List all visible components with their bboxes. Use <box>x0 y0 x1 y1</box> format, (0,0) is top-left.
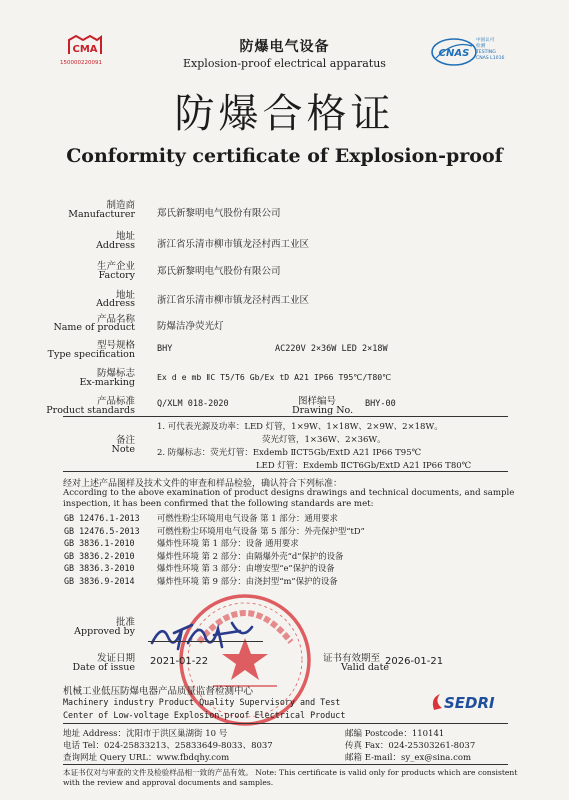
address2-value: 浙江省乐清市柳市镇龙泾村西工业区 <box>157 295 310 306</box>
drawing-label-en: Drawing No. <box>292 405 354 416</box>
exmark-label-cn: 防爆标志 <box>96 368 135 379</box>
cnas-side-4: CNAS L1016 <box>476 56 505 61</box>
standard-code: GB 3836.3-2010 <box>64 563 135 573</box>
standard-row <box>64 550 343 562</box>
standard-code: GB 12476.1-2013 <box>64 513 140 523</box>
standard-code: GB 12476.5-2013 <box>64 526 140 536</box>
type-label-en: Type specification <box>47 349 135 360</box>
svg-text:SEDRI: SEDRI <box>444 694 495 712</box>
standard-desc: 爆炸性环境 第 2 部分：由隔爆外壳“d”保护的设备 <box>157 551 344 561</box>
signature-line <box>148 641 263 642</box>
standard-row <box>64 525 365 537</box>
standard-code: GB 3836.2-2010 <box>64 551 135 561</box>
standard-row <box>64 512 338 524</box>
contact-divider <box>63 723 508 724</box>
standard-row <box>64 575 338 587</box>
standard-desc: 可燃性粉尘环境用电气设备 第 1 部分：通用要求 <box>157 513 338 523</box>
header-title-en: Explosion-proof electrical apparatus <box>183 57 386 70</box>
contact-email: 邮箱 E-mail：sy_ex@sina.com <box>345 753 472 763</box>
standards-label-cn: 产品标准 <box>96 396 135 407</box>
standard-code: GB 3836.1-2010 <box>64 538 135 548</box>
exmark-label-en: Ex-marking <box>79 377 135 388</box>
approver-signature <box>148 615 258 655</box>
footer-note-en-1: Note: This certificate is valid only for products which are consistent <box>255 768 518 777</box>
address1-value: 浙江省乐清市柳市镇龙泾村西工业区 <box>157 239 310 250</box>
divider-bottom <box>63 471 508 472</box>
contact-phone: 电话 Tel：024-25833213、25833649-8033、8037 <box>63 741 273 751</box>
standard-desc: 爆炸性环境 第 3 部分：由增安型“e”保护的设备 <box>157 563 335 573</box>
org-name-en-2: Center of Low-voltage Explosion-proof Electrical Product <box>63 710 346 720</box>
svg-text:CMA: CMA <box>72 44 98 55</box>
header-title-cn: 防爆电气设备 <box>239 39 330 55</box>
statement-en-2: inspection, it has been confirmed that the following standards are met: <box>63 499 374 509</box>
address1-label-en: Address <box>96 240 135 251</box>
cnas-logo-icon <box>430 36 478 68</box>
valid-date-value: 2026-01-21 <box>385 656 444 667</box>
standard-desc: 可燃性粉尘环境用电气设备 第 5 部分：外壳保护型“tD” <box>157 526 365 536</box>
standards-value: Q/XLM 018-2020 <box>157 399 229 409</box>
product-value: 防爆洁净荧光灯 <box>157 321 224 332</box>
svg-text:CNAS: CNAS <box>438 48 470 59</box>
note-line-2: 荧光灯管，1×36W、2×36W。 <box>262 435 386 445</box>
cnas-side-2: 检测 <box>476 44 486 49</box>
product-label-en: Name of product <box>53 322 135 333</box>
cnas-side-3: TESTING <box>476 50 496 55</box>
sedri-logo <box>430 688 500 714</box>
contact-fax: 传真 Fax：024-25303261-8037 <box>345 741 476 751</box>
sedri-logo-icon <box>430 688 500 714</box>
statement-en-1: According to the above examination of product designs drawings and technical documents, and sample <box>63 488 515 498</box>
factory-value: 郑氏新黎明电气股份有限公司 <box>157 266 281 277</box>
manufacturer-label-en: Manufacturer <box>68 209 135 220</box>
type-value-spec: AC220V 2×36W LED 2×18W <box>275 344 388 354</box>
cnas-side-1: 中国认可 <box>476 38 495 43</box>
note-label-cn: 备注 <box>115 435 135 446</box>
note-line-1: 1. 可代表光源及功率：LED 灯管，1×9W、1×18W、2×9W、2×18W。 <box>157 422 443 432</box>
cnas-logo <box>430 36 520 68</box>
divider-top <box>63 416 508 417</box>
note-label-en: Note <box>111 444 135 455</box>
address2-label-en: Address <box>96 298 135 309</box>
manufacturer-label-cn: 制造商 <box>106 200 135 211</box>
issue-date-value: 2021-01-22 <box>150 656 209 667</box>
standard-row <box>64 562 335 574</box>
issue-label-cn: 发证日期 <box>96 653 135 664</box>
manufacturer-value: 郑氏新黎明电气股份有限公司 <box>157 208 281 219</box>
approved-label-cn: 批准 <box>115 617 135 628</box>
cma-number: 150000220091 <box>60 60 102 66</box>
org-name-cn: 机械工业低压防爆电器产品质量监督检测中心 <box>63 686 254 697</box>
contact-query-url: 查询网址 Query URL：www.fbdqhy.com <box>63 753 230 763</box>
footer-divider <box>63 764 508 765</box>
valid-label-en: Valid date <box>341 662 390 673</box>
standard-desc: 爆炸性环境 第 1 部分：设备 通用要求 <box>157 538 299 548</box>
drawing-value: BHY-00 <box>365 399 396 409</box>
address1-label-cn: 地址 <box>115 231 135 242</box>
type-label-cn: 型号规格 <box>96 340 135 351</box>
issue-label-en: Date of issue <box>72 662 135 673</box>
statement-cn: 经对上述产品图样及技术文件的审查和样品检验，确认符合下列标准： <box>63 479 343 489</box>
note-line-4: LED 灯管：Exdemb ⅡCT6Gb/ExtD A21 IP66 T80℃ <box>256 461 472 471</box>
main-title-en: Conformity certificate of Explosion-proof <box>66 145 503 167</box>
contact-address: 地址 Address：沈阳市于洪区巢湖街 10 号 <box>63 729 228 739</box>
footer-note <box>63 767 517 778</box>
drawing-label-cn: 图样编号 <box>298 396 337 407</box>
org-name-en-1: Machinery industry Product Quality Supervisory and Test <box>63 697 341 707</box>
contact-postcode: 邮编 Postcode：110141 <box>345 729 445 739</box>
type-value-model: BHY <box>157 344 173 354</box>
main-title-cn: 防爆合格证 <box>174 91 395 137</box>
exmark-value: Ex d e mb ⅡC T5/T6 Gb/Ex tD A21 IP66 T95℃/T80℃ <box>157 372 392 382</box>
factory-label-cn: 生产企业 <box>96 261 135 272</box>
standard-desc: 爆炸性环境 第 9 部分：由浇封型“m”保护的设备 <box>157 576 338 586</box>
footer-note-cn: 本证书仅对与审查的文件及检验样品相一致的产品有效。 <box>63 768 253 777</box>
valid-label-cn: 证书有效期至 <box>323 653 381 664</box>
standards-label-en: Product standards <box>46 405 135 416</box>
standard-row <box>64 537 299 549</box>
approved-label-en: Approved by <box>74 626 135 637</box>
footer-note-en-2: with the review and approval documents and samples. <box>63 778 274 787</box>
factory-label-en: Factory <box>98 270 135 281</box>
standard-code: GB 3836.9-2014 <box>64 576 135 586</box>
note-line-3: 2. 防爆标志：荧光灯管：Exdemb ⅡCT5Gb/ExtD A21 IP66 T95℃ <box>157 448 422 458</box>
product-label-cn: 产品名称 <box>96 314 135 325</box>
address2-label-cn: 地址 <box>115 290 135 301</box>
